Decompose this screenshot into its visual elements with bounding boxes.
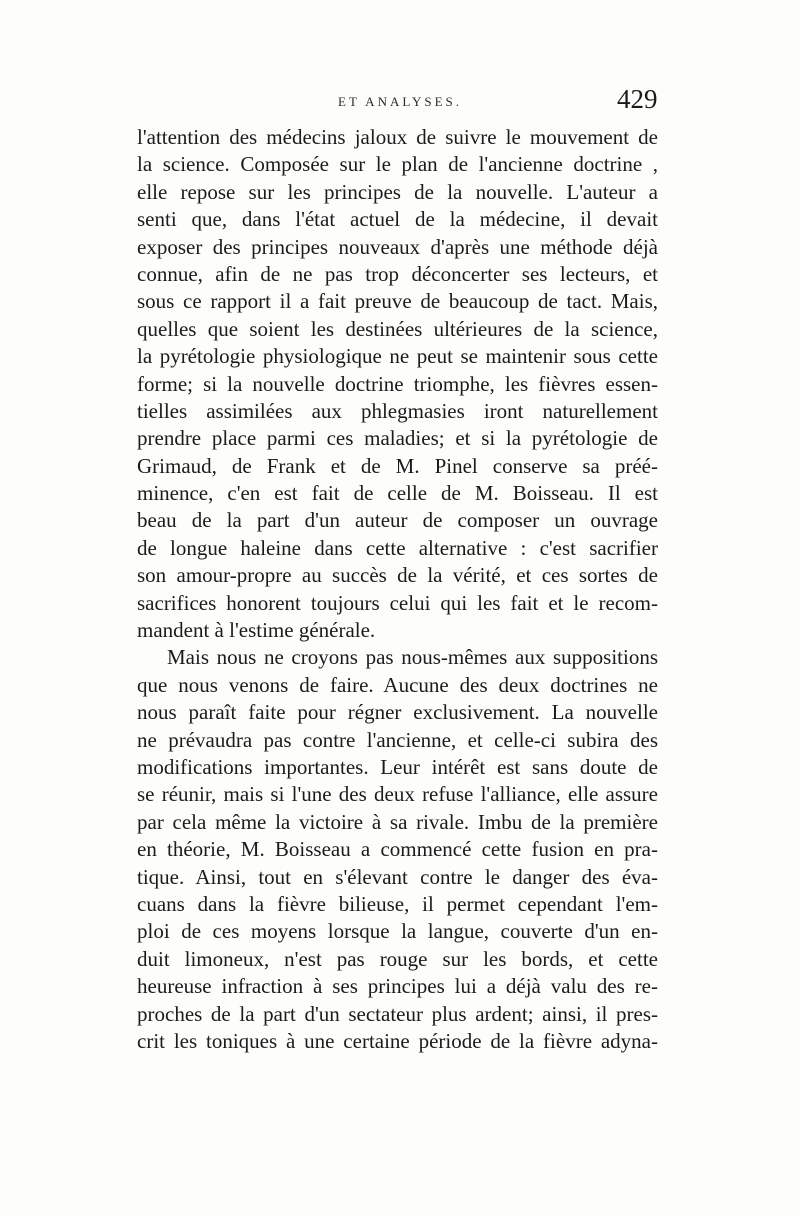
text-line: ne prévaudra pas contre l'ancienne, et celle-ci subira des — [137, 727, 658, 752]
text-line: exposer des principes nouveaux d'après une méthode déjà — [137, 234, 658, 259]
text-line: proches de la part d'un sectateur plus ardent; ainsi, il pres- — [137, 1001, 658, 1026]
text-line: beau de la part d'un auteur de composer un ouvrage — [137, 508, 658, 533]
text-line: tique. Ainsi, tout en s'élevant contre le danger des éva- — [137, 864, 658, 889]
text-line: que nous venons de faire. Aucune des deux doctrines ne — [137, 672, 658, 697]
text-line: connue, afin de ne pas trop déconcerter ses lecteurs, et — [137, 261, 658, 286]
text-line: son amour-propre au succès de la vérité, et ces sortes de — [137, 563, 658, 588]
text-line: elle repose sur les principes de la nouvelle. L'auteur a — [137, 179, 658, 204]
text-line: la science. Composée sur le plan de l'ancienne doctrine , — [137, 152, 658, 177]
text-line: nous paraît faite pour régner exclusivement. La nouvelle — [137, 700, 658, 725]
text-line: l'attention des médecins jaloux de suivre le mouvement de — [137, 125, 658, 149]
text-line: sous ce rapport il a fait preuve de beaucoup de tact. Mais, — [137, 289, 658, 314]
text-line: la pyrétologie physiologique ne peut se maintenir sous cette — [137, 344, 658, 369]
text-line: prendre place parmi ces maladies; et si la pyrétologie de — [137, 426, 658, 451]
text-line: quelles que soient les destinées ultérieures de la science, — [137, 316, 658, 341]
text-line: forme; si la nouvelle doctrine triomphe, les fièvres essen- — [137, 371, 658, 396]
text-line: crit les toniques à une certaine période de la fièvre adyna- — [137, 1028, 658, 1053]
text-line: ploi de ces moyens lorsque la langue, couverte d'un en- — [137, 919, 658, 944]
text-line: Grimaud, de Frank et de M. Pinel conserve sa préé- — [137, 453, 658, 478]
paragraph-start-line: Mais nous ne croyons pas nous-mêmes aux suppositions — [167, 645, 658, 670]
running-head: ET ANALYSES. — [338, 94, 463, 109]
text-line: heureuse infraction à ses principes lui a déjà valu des re- — [137, 974, 658, 999]
text-line: cuans dans la fièvre bilieuse, il permet cependant l'em- — [137, 891, 658, 916]
text-line: de longue haleine dans cette alternative : c'est sacrifier — [137, 535, 658, 560]
text-line: modifications importantes. Leur intérêt est sans doute de — [137, 754, 658, 779]
text-line: par cela même la victoire à sa rivale. Imbu de la première — [137, 809, 658, 834]
body-text — [137, 124, 658, 1055]
text-line: tielles assimilées aux phlegmasies iront naturellement — [137, 398, 658, 423]
text-line: senti que, dans l'état actuel de la médecine, il devait — [137, 207, 658, 232]
text-line: en théorie, M. Boisseau a commencé cette fusion en pra- — [137, 837, 658, 862]
text-line: se réunir, mais si l'une des deux refuse l'alliance, elle assure — [137, 782, 658, 807]
text-line: sacrifices honorent toujours celui qui les fait et le recom- — [137, 590, 658, 615]
paragraph-end-line: mandent à l'estime générale. — [137, 618, 376, 643]
page-number: 429 — [617, 84, 658, 114]
text-line: minence, c'en est fait de celle de M. Boisseau. Il est — [137, 481, 658, 506]
text-line: duit limoneux, n'est pas rouge sur les bords, et cette — [137, 946, 658, 971]
